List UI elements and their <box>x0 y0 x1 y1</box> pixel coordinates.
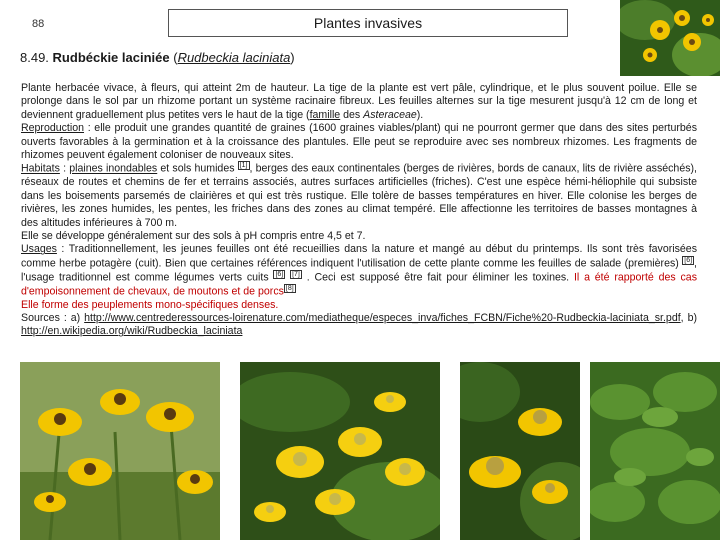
reference-6a[interactable]: [6] <box>684 256 693 264</box>
plaines-inondables-link[interactable]: plaines inondables <box>69 162 158 175</box>
body-text <box>21 82 697 339</box>
page-number: 88 <box>32 18 45 30</box>
ph-paragraph: Elle se développe généralement sur des sols à pH compris entre 4,5 et 7. <box>21 230 366 242</box>
photo-bottom-right <box>590 362 720 540</box>
section-number: 8.49. <box>20 50 49 65</box>
usages-label: Usages <box>21 243 57 256</box>
poisoning-warning: Il a été rapporté des cas d'empoisonnement de chevaux, de moutons et de porcs <box>21 271 697 298</box>
photo-top-right <box>620 0 720 76</box>
source-link-a[interactable]: http://www.centrederessources-loirenature.com/mediatheque/especes_inva/fiches_FCBN/Fiche%20-Rudbeckia-laciniata_sr.pdf <box>84 312 681 325</box>
habitats-label: Habitats <box>21 162 60 175</box>
header-title: Plantes invasives <box>313 15 423 31</box>
photo-bottom-center-left <box>240 362 440 540</box>
habitats-paragraph: Habitats : plaines inondables et sols humides [1] , berges des eaux continentales (berges de rivières, bords de canaux, lits de rivière asséchés), réseaux de routes et chemins de fer et terrains associés, autres surfaces artificielles (friches). C'est une espèce hémi-héliophile qui subsiste dans les boisements parsemés de clairières et qui est très rustique. Elle tolère de basses températures en hiver. Elle colonise les berges de rivières, les zones humides, les pentes, les friches dans des zones au climat tempéré. Elle affectionne les territoires de basses montagnes à des altitudes inférieures à 700 m. <box>21 162 697 229</box>
photo-bottom-center-right <box>460 362 580 540</box>
reference-7[interactable]: [7] <box>292 270 300 278</box>
reference-6b[interactable]: [6] <box>275 270 284 278</box>
species-common-name: Rudbéckie laciniée <box>52 50 170 65</box>
reference-1[interactable]: [1] <box>239 162 248 170</box>
sources-paragraph: Sources : a) http://www.centrederessources-loirenature.com/mediatheque/especes_inva/fiches_FCBN/Fiche%20-Rudbeckia-laciniata_sr.pdf, b) http://en.wikipedia.org/wiki/Rudbeckia_laciniata <box>21 312 697 338</box>
header-title-box <box>168 9 568 37</box>
usages-paragraph: Usages : Traditionnellement, les jeunes feuilles ont été recueillies dans la nature et mangé au début du printemps. Ils sont très favorisées comme herbe potagère (cuit). Bien que certaines références indiquent l'utilisation de cette plante comme les feuilles de salade (premières) [6] , l'usage traditionnel est comme légumes verts cuits [6] [7] . Ceci est supposé être fait pour éliminer les toxines. Il a été rapporté des cas d'empoisonnement de chevaux, de moutons et de porcs [8] <box>21 243 697 298</box>
monospecific-warning: Elle forme des peuplements mono-spécifiques denses. <box>21 298 279 311</box>
species-latin-link[interactable]: Rudbeckia laciniata <box>177 50 291 65</box>
reproduction-label: Reproduction <box>21 122 85 135</box>
famille-link[interactable]: famille <box>309 108 341 121</box>
reproduction-paragraph: Reproduction : elle produit une grandes quantité de graines (1600 graines viables/plant) qui ne pourront germer que dans des sites perturbés ouverts favorables à la germination et à la croissance des plantules. Elle peut se reproduire avec ses nombreux rhizomes. Les fragments de rhizomes peuvent également coloniser de nouveaux sites. <box>21 122 697 162</box>
source-link-b[interactable]: http://en.wikipedia.org/wiki/Rudbeckia_laciniata <box>21 325 243 338</box>
reference-8[interactable]: [8] <box>285 284 294 292</box>
description-paragraph: Plante herbacée vivace, à fleurs, qui atteint 2m de hauteur. La tige de la plante est vert pâle, cylindrique, et le plus souvent poilue. Elle se prolonge dans le sol par un rhizome portant un système racinaire fibreux. Les feuilles alternes sur la tige mesurent jusqu'à 12 cm de long et deviennent graduellement plus petites vers le haut de la tige (famille des Asteraceae). <box>21 82 697 121</box>
photo-bottom-left <box>20 362 220 540</box>
section-title: 8.49. Rudbéckie laciniée (Rudbeckia laciniata) <box>20 50 295 65</box>
